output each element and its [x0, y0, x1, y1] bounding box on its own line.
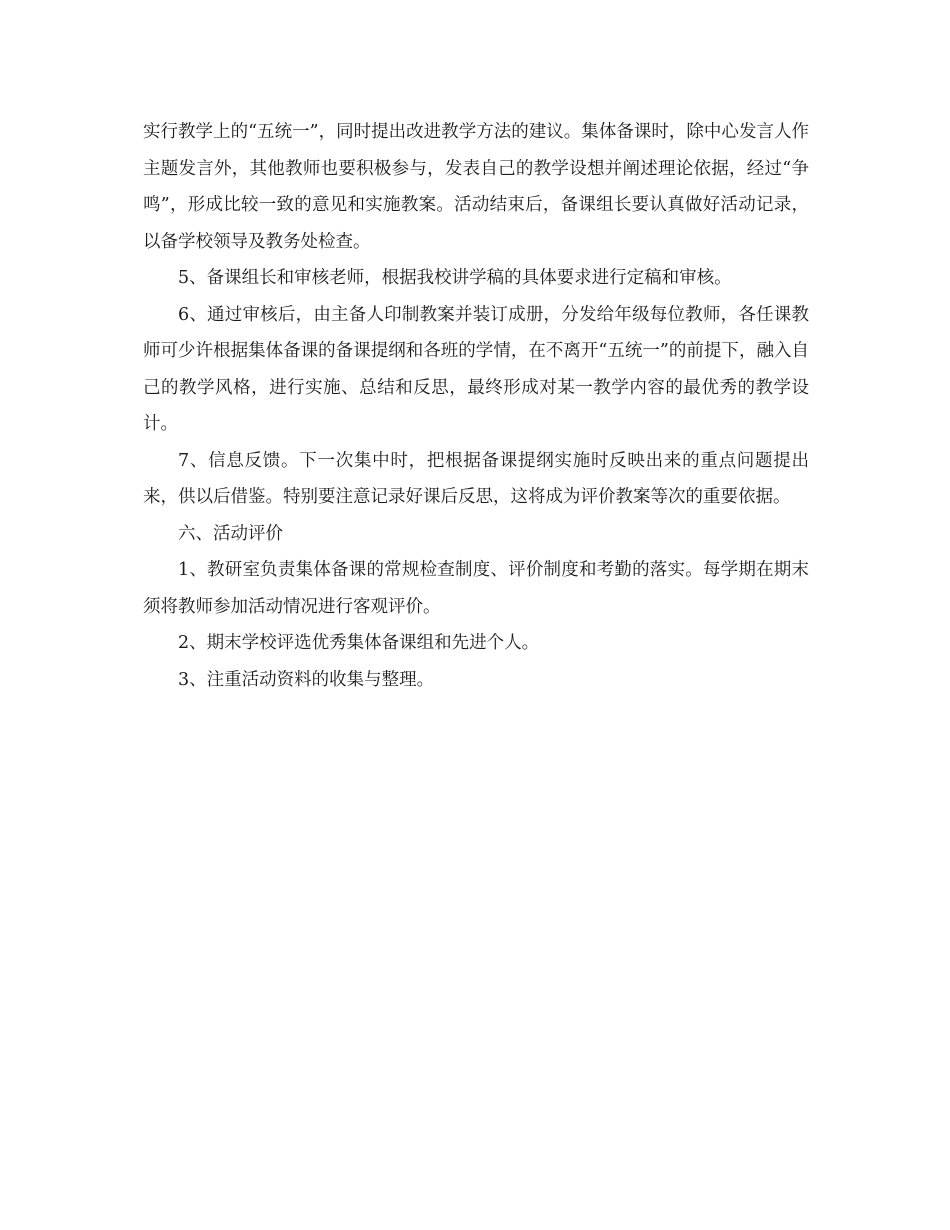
- paragraph-eval-1: 1、教研室负责集体备课的常规检查制度、评价制度和考勤的落实。每学期在期末须将教师参加活动情况进行客观评价。: [143, 560, 809, 617]
- section-heading-activity-evaluation: 六、活动评价: [178, 523, 283, 544]
- document-body: [143, 114, 809, 698]
- paragraph-continuation: 实行教学上的“五统一”，同时提出改进教学方法的建议。集体备课时，除中心发言人作主题发言外，其他教师也要积极参与，发表自己的教学设想并阐述理论依据，经过“争鸣”，形成比较一致的意见和实施教案。活动结束后，备课组长要认真做好活动记录，以备学校领导及教务处检查。: [143, 122, 809, 252]
- paragraph-item-5: 5、备课组长和审核老师，根据我校讲学稿的具体要求进行定稿和审核。: [178, 268, 732, 288]
- paragraph-item-6: 6、通过审核后，由主备人印制教案并装订成册，分发给年级每位教师，各任课教师可少许根据集体备课的备课提纲和各班的学情，在不离开“五统一”的前提下，融入自己的教学风格，进行实施、总结和反思，最终形成对某一教学内容的最优秀的教学设计。: [143, 304, 809, 434]
- paragraph-eval-2: 2、期末学校评选优秀集体备课组和先进个人。: [178, 633, 540, 653]
- paragraph-eval-3: 3、注重活动资料的收集与整理。: [178, 669, 435, 690]
- paragraph-item-7: 7、信息反馈。下一次集中时，把根据备课提纲实施时反映出来的重点问题提出来，供以后借鉴。特别要注意记录好课后反思，这将成为评价教案等次的重要依据。: [143, 450, 809, 507]
